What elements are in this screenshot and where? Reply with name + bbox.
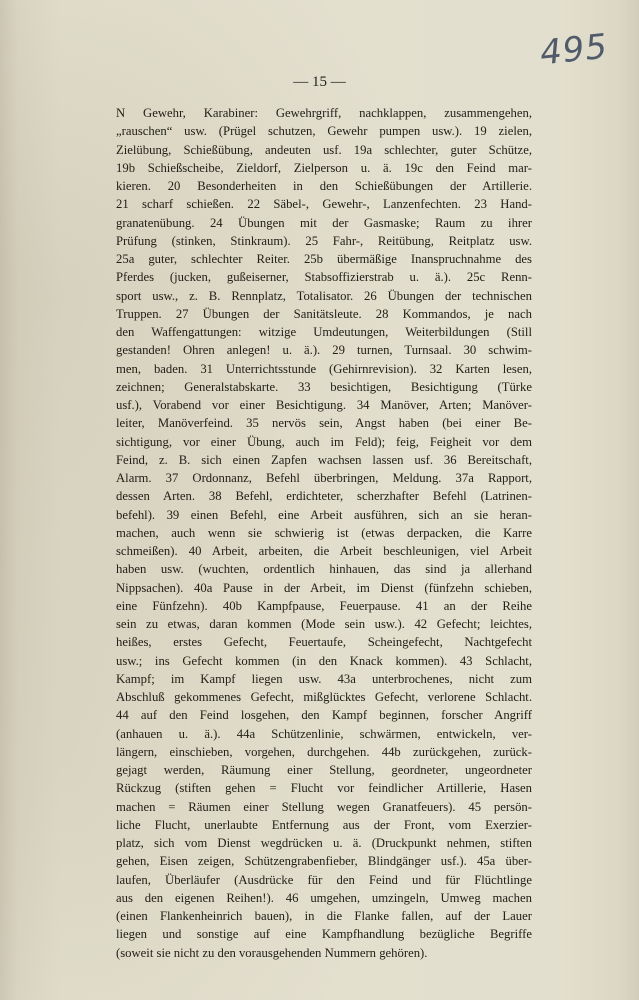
text-line: gejagt werden, Räumung einer Stellung, geordneter, ungeordneter	[116, 763, 532, 777]
text-line: (einen Flankenheinrich bauen), in die Flanke fallen, auf der Lauer	[116, 909, 532, 923]
text-line: granatenübung. 24 Übungen mit der Gasmaske; Raum zu ihrer	[116, 215, 532, 230]
text-line: men, baden. 31 Unterrichtsstunde (Gehirnrevision). 32 Karten lesen,	[116, 361, 532, 376]
text-line: eine Fünfzehn). 40b Kampfpause, Feuerpause. 41 an der Reihe	[116, 598, 532, 613]
text-line: (anhauen u. ä.). 44a Schützenlinie, schwärmen, entwickeln, ver-	[116, 726, 532, 741]
text-line: (soweit sie nicht zu den vorausgehenden Nummern gehören).	[116, 945, 428, 960]
body-text	[116, 104, 532, 962]
text-line: sein zu etwas, daran kommen (Mode sein usw.). 42 Gefecht; leichtes,	[116, 617, 532, 631]
text-line: 44 auf den Feind losgehen, den Kampf beginnen, forscher Angriff	[116, 708, 532, 723]
text-line: dessen Arten. 38 Befehl, erdichteter, scherzhafter Befehl (Latrinen-	[116, 489, 532, 504]
text-line: Pferdes (jucken, gußeiserner, Stabsoffizierstrab u. ä.). 25c Renn-	[116, 270, 532, 285]
page-number: — 15 —	[293, 74, 346, 90]
handwritten-archive-number: 495	[538, 26, 610, 74]
text-line: usw.; ins Gefecht kommen (in den Knack kommen). 43 Schlacht,	[116, 653, 532, 668]
text-line: Rückzug (stiften gehen = Flucht vor feindlicher Artillerie, Hasen	[116, 781, 532, 796]
text-line: Zielübung, Schießübung, andeuten usf. 19a schlechter, guter Schütze,	[116, 142, 532, 157]
text-line: befehl). 39 einen Befehl, eine Arbeit ausführen, sich an sie heran-	[116, 507, 532, 522]
text-line: längern, einschieben, vorgehen, durchgehen. 44b zurückgehen, zurück-	[116, 744, 532, 759]
text-line: sichtigung, vor einer Übung, auch im Feld); feig, Feigheit vor dem	[116, 434, 532, 449]
text-line: haben usw. (wuchten, ordentlich hinhauen, das sind ja allerhand	[116, 562, 532, 577]
text-line: kieren. 20 Besonderheiten in den Schießübungen der Artillerie.	[116, 179, 532, 193]
text-line: Prüfung (stinken, Stinkraum). 25 Fahr-, Reitübung, Reitplatz usw.	[116, 233, 532, 248]
text-line: liegen und sonstige auf eine Kampfhandlung bezügliche Begriffe	[116, 927, 532, 942]
text-line: usf.), Vorabend vor einer Besichtigung. 34 Manöver, Arten; Manöver-	[116, 398, 532, 412]
text-line: 25a guter, schlechter Reiter. 25b übermäßige Inanspruchnahme des	[116, 252, 532, 266]
text-line: gehen, Eisen zeigen, Schützengrabenfieber, Blindgänger usf.). 45a über-	[116, 854, 532, 869]
text-line: Nippsachen). 40a Pause in der Arbeit, im Dienst (fünfzehn schieben,	[116, 580, 532, 595]
text-line: leiter, Manöverfeind. 35 nervös sein, Angst haben (bei einer Be-	[116, 416, 532, 431]
text-line: machen, auch wenn sie schwierig ist (etwas derpacken, die Karre	[116, 525, 532, 540]
text-line: sport usw., z. B. Rennplatz, Totalisator. 26 Übungen der technischen	[116, 288, 532, 303]
text-line: platz, sich vom Dienst wegdrücken u. ä. (Druckpunkt nehmen, stiften	[116, 836, 532, 850]
text-line: aus den eigenen Reihen!). 46 umgehen, umzingeln, Umweg machen	[116, 890, 532, 905]
text-line: laufen, Überläufer (Ausdrücke für den Feind und für Flüchtlinge	[116, 872, 532, 887]
text-line: 21 scharf schießen. 22 Säbel-, Gewehr-, Lanzenfechten. 23 Hand-	[116, 197, 532, 212]
text-line: 19b Schießscheibe, Zieldorf, Zielperson u. ä. 19c den Feind mar-	[116, 160, 532, 175]
text-line: liche Flucht, unerlaubte Entfernung aus der Front, vom Exerzier-	[116, 817, 532, 832]
text-line: gestanden! Ohren anlegen! u. ä.). 29 turnen, Turnsaal. 30 schwim-	[116, 343, 532, 358]
text-line: den Waffengattungen: witzige Umdeutungen, Weiterbildungen (Still	[116, 325, 532, 339]
text-line: Kampf; im Kampf liegen usw. 43a unterbrochenes, nicht zum	[116, 671, 532, 686]
text-line: N Gewehr, Karabiner: Gewehrgriff, nachklappen, zusammengehen,	[116, 106, 532, 120]
text-line: heißes, erstes Gefecht, Feuertaufe, Scheingefecht, Nachtgefecht	[116, 635, 532, 650]
text-line: Alarm. 37 Ordonnanz, Befehl überbringen, Meldung. 37a Rapport,	[116, 471, 532, 485]
text-line: Abschluß gekommenes Gefecht, mißglücktes Gefecht, verlorene Schlacht.	[116, 690, 532, 704]
text-line: zeichnen; Generalstabskarte. 33 besichtigen, Besichtigung (Türke	[116, 379, 532, 394]
text-line: schmeißen). 40 Arbeit, arbeiten, die Arbeit beschleunigen, viel Arbeit	[116, 544, 532, 558]
text-line: „rauschen“ usw. (Prügel schutzen, Gewehr pumpen usw.). 19 zielen,	[116, 124, 532, 139]
text-line: Truppen. 27 Übungen der Sanitätsleute. 28 Kommandos, je nach	[116, 306, 532, 321]
text-line: machen = Räumen einer Stellung wegen Granatfeuers). 45 persön-	[116, 799, 532, 814]
text-line: Feind, z. B. sich einen Zapfen wachsen lassen usf. 36 Bereitschaft,	[116, 452, 532, 467]
